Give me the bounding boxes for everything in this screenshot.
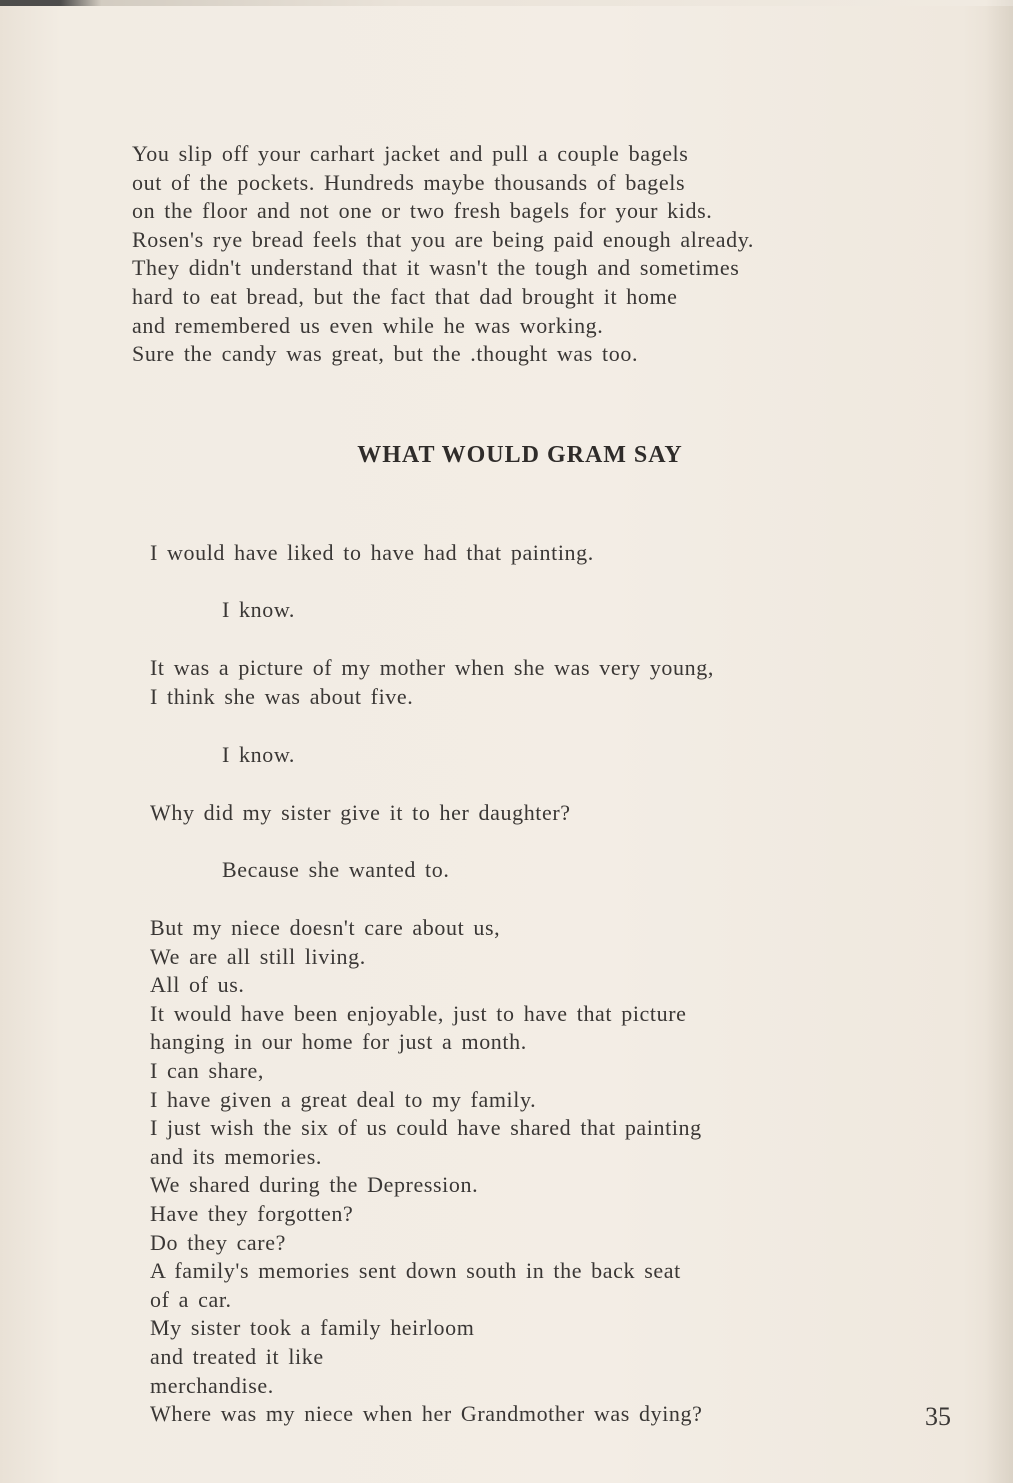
poem-line: We are all still living. xyxy=(150,943,366,969)
prose-line: hard to eat bread, but the fact that dad brought it home xyxy=(132,283,678,309)
poem-line: I have given a great deal to my family. xyxy=(150,1086,537,1112)
poem-line: But my niece doesn't care about us, xyxy=(150,915,501,940)
poem-line: merchandise. xyxy=(150,1372,274,1398)
poem-stanza-1 xyxy=(150,539,910,568)
prose-line: You slip off your carhart jacket and pull a couple bagels xyxy=(132,141,689,166)
poem-line: Where was my niece when her Grandmother was dying? xyxy=(150,1401,703,1427)
prose-line: Rosen's rye bread feels that you are being paid enough already. xyxy=(132,226,754,252)
poem-line: of a car. xyxy=(150,1286,232,1312)
poem-line: All of us. xyxy=(150,972,245,998)
page-gutter-shadow xyxy=(985,0,1013,1483)
poem-line: I know. xyxy=(222,597,295,622)
prose-passage xyxy=(132,140,922,369)
poem-stanza-4 xyxy=(150,914,910,1429)
poem-stanza-3 xyxy=(150,799,910,828)
page-number: 35 xyxy=(925,1402,951,1431)
poem-line: It was a picture of my mother when she was very young, xyxy=(150,655,714,680)
prose-line: Sure the candy was great, but the .thought was too. xyxy=(132,341,639,367)
poem-line: hanging in our home for just a month. xyxy=(150,1029,527,1055)
poem-line: I know. xyxy=(222,742,295,767)
poem-line: and its memories. xyxy=(150,1143,323,1169)
poem-line: I can share, xyxy=(150,1057,264,1083)
prose-line: out of the pockets. Hundreds maybe thousands of bagels xyxy=(132,169,686,195)
poem-line: A family's memories sent down south in the back seat xyxy=(150,1258,681,1284)
poem-line: I think she was about five. xyxy=(150,683,414,709)
prose-line: on the floor and not one or two fresh bagels for your kids. xyxy=(132,198,713,224)
poem-line: I would have liked to have had that painting. xyxy=(150,540,594,565)
poem-reply-2 xyxy=(150,741,910,770)
poem-line: It would have been enjoyable, just to have that picture xyxy=(150,1000,687,1026)
poem-line: Do they care? xyxy=(150,1229,286,1255)
poem-line: I just wish the six of us could have shared that painting xyxy=(150,1115,702,1141)
poem-title: WHAT WOULD GRAM SAY xyxy=(357,442,683,468)
prose-line: They didn't understand that it wasn't the tough and sometimes xyxy=(132,255,740,281)
poem-line: Why did my sister give it to her daughter? xyxy=(150,800,571,825)
poem-line: Because she wanted to. xyxy=(222,857,450,882)
page-top-edge xyxy=(0,0,1013,6)
poem-reply-1 xyxy=(150,596,910,625)
poem-reply-3 xyxy=(150,856,910,885)
poem-line: We shared during the Depression. xyxy=(150,1172,479,1198)
poem-line: Have they forgotten? xyxy=(150,1200,354,1226)
poem-line: My sister took a family heirloom xyxy=(150,1315,475,1341)
prose-line: and remembered us even while he was working. xyxy=(132,312,604,338)
poem-stanza-2 xyxy=(150,654,910,711)
poem-line: and treated it like xyxy=(150,1343,324,1369)
